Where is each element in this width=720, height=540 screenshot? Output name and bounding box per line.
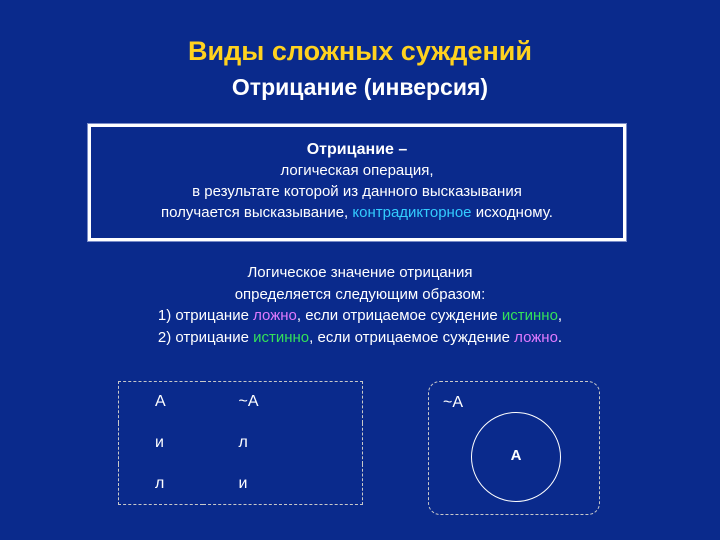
header-not-a: ~А	[238, 393, 259, 411]
cell-not-a: л	[238, 434, 248, 451]
negation-rules	[0, 262, 720, 348]
rule-1-false: ложно	[253, 307, 297, 324]
rule-1-end: ,	[557, 307, 563, 324]
rule-2-false: ложно	[514, 328, 558, 346]
venn-circle	[471, 412, 561, 502]
definition-line-2: в результате которой из данного высказывания	[192, 183, 522, 200]
page-subtitle: Отрицание (инверсия)	[231, 74, 489, 100]
definition-line-1: логическая операция,	[280, 162, 434, 179]
rule-1-start: 1) отрицание	[157, 307, 254, 324]
rule-2-middle: , если отрицаемое суждение	[309, 328, 515, 346]
truth-table	[118, 381, 363, 505]
cell-not-a: и	[238, 474, 248, 492]
rule-1	[0, 305, 720, 327]
truth-table-header	[119, 382, 363, 423]
venn-diagram	[428, 381, 600, 515]
table-row	[119, 423, 363, 464]
table-row	[119, 464, 363, 505]
definition-line-3-start: получается высказывание,	[161, 204, 353, 221]
definition-line-3	[91, 202, 623, 223]
venn-outer-label: ~А	[443, 394, 464, 411]
rules-line-2: определяется следующим образом:	[234, 285, 486, 303]
rule-1-true: истинно	[501, 307, 558, 324]
definition-box	[88, 124, 626, 241]
rule-2-start: 2) отрицание	[157, 328, 254, 346]
cell-a: и	[155, 434, 164, 451]
cell-a: л	[155, 474, 165, 492]
rules-line-1: Логическое значение отрицания	[247, 264, 473, 281]
rule-1-middle: , если отрицаемое суждение	[296, 307, 502, 324]
definition-heading: Отрицание –	[306, 141, 408, 158]
rule-2	[0, 327, 720, 349]
definition-line-3-end: исходному.	[471, 204, 553, 221]
page-title: Виды сложных суждений	[188, 36, 532, 66]
rule-2-end: .	[557, 328, 563, 346]
header-a: А	[155, 393, 166, 411]
contradictory-term: контрадикторное	[352, 204, 472, 221]
rule-2-true: истинно	[253, 328, 310, 346]
venn-inner-label: А	[510, 447, 522, 464]
